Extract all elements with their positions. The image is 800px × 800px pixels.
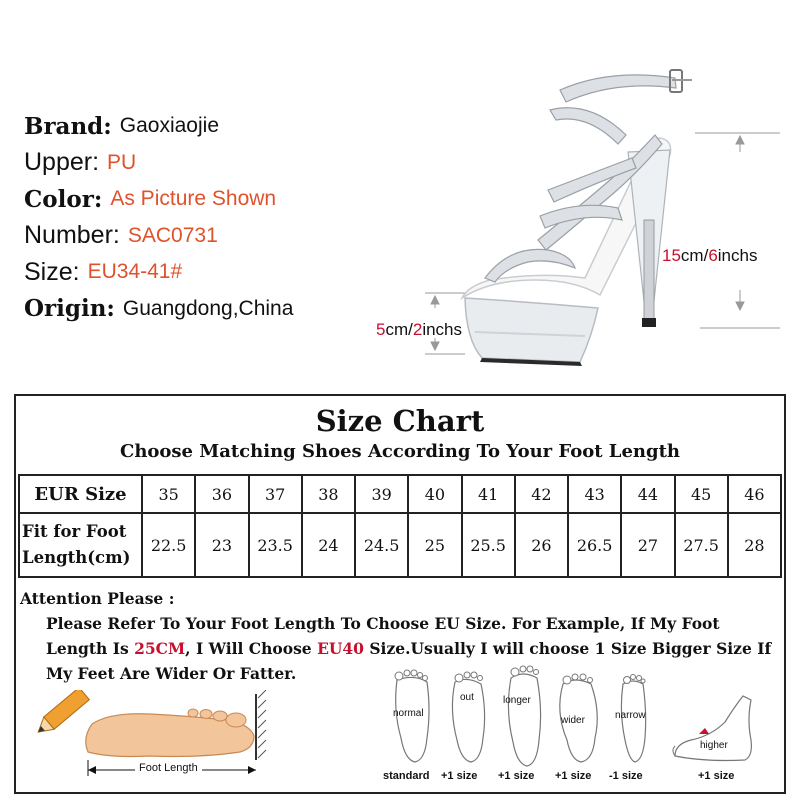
attention-text-3: Size.Usually I will choose 1 Size Bigger Size If My Feet Are Wider Or Fatter.	[46, 639, 772, 683]
eur-size-cell: 39	[355, 475, 408, 513]
foot-type-label: normal	[393, 708, 424, 719]
platform-height-number-inch: 2	[412, 320, 423, 339]
eur-size-cell: 37	[249, 475, 302, 513]
foot-length-cell: 23.5	[249, 513, 302, 577]
spec-number	[24, 218, 364, 255]
eur-size-cell: 42	[515, 475, 568, 513]
platform-height-unit-inch: inchs	[422, 320, 463, 339]
eur-size-cell: 40	[408, 475, 461, 513]
heel-height-label	[662, 246, 757, 266]
eur-size-cell: 38	[302, 475, 355, 513]
foot-type-caption: standard	[383, 770, 430, 782]
foot-length-cell: 26.5	[568, 513, 621, 577]
platform-height-label	[376, 320, 462, 340]
heel-height-unit: cm/	[680, 246, 709, 265]
foot-length-illustration	[30, 690, 280, 785]
foot-length-cell: 28	[728, 513, 781, 577]
spec-label: Number:	[24, 221, 120, 250]
size-table	[18, 474, 782, 578]
foot-length-cell: 22.5	[142, 513, 195, 577]
size-chart-subtitle: Choose Matching Shoes According To Your Foot Length	[120, 441, 680, 462]
eur-size-cell: 44	[621, 475, 674, 513]
spec-value: PU	[107, 150, 137, 174]
foot-length-cell: 23	[195, 513, 248, 577]
platform-height-number: 5	[376, 320, 386, 339]
foot-type-caption: -1 size	[609, 770, 643, 782]
foot-type-label: wider	[561, 715, 585, 726]
foot-outlines-icon	[375, 660, 795, 770]
shoe-product-image	[370, 40, 800, 380]
eur-size-cell: 43	[568, 475, 621, 513]
foot-length-cell: 25	[408, 513, 461, 577]
attention-highlight-eu-size: EU40	[317, 639, 364, 658]
eur-size-cell: 45	[675, 475, 728, 513]
foot-type-caption: +1 size	[555, 770, 592, 782]
foot-length-cell: 25.5	[462, 513, 515, 577]
foot-length-cell: 26	[515, 513, 568, 577]
foot-type-caption: +1 size	[498, 770, 535, 782]
spec-label: Color:	[24, 185, 103, 213]
foot-type-label: narrow	[615, 710, 646, 721]
spec-brand	[24, 108, 364, 145]
eur-size-cell: 41	[462, 475, 515, 513]
attention-heading: Attention Please :	[20, 589, 175, 608]
spec-label: Upper:	[24, 148, 100, 177]
foot-length-cell: 27.5	[675, 513, 728, 577]
foot-type-label: longer	[503, 695, 531, 706]
spec-label: Origin:	[24, 295, 115, 323]
spec-value: SAC0731	[127, 223, 218, 247]
heel-height-unit-inch: inchs	[717, 246, 758, 265]
spec-label: Brand:	[24, 112, 112, 140]
spec-label: Size:	[24, 257, 80, 286]
foot-length-cell: 24	[302, 513, 355, 577]
foot-length-header-line2: Length(cm)	[22, 548, 131, 567]
eur-size-header: EUR Size	[19, 475, 142, 513]
heel-height-number-inch: 6	[708, 246, 718, 265]
eur-size-cell: 35	[142, 475, 195, 513]
foot-type-caption: +1 size	[441, 770, 478, 782]
spec-upper	[24, 145, 364, 182]
foot-length-row	[19, 513, 781, 577]
attention-text-2: , I Will Choose	[185, 639, 318, 658]
size-chart-title: Size Chart	[315, 404, 485, 438]
foot-length-header-line1: Fit for Foot	[22, 522, 127, 542]
foot-type-label: out	[460, 692, 474, 703]
platform-height-unit: cm/	[385, 320, 413, 339]
foot-length-header	[19, 513, 142, 577]
spec-value: As Picture Shown	[110, 187, 277, 211]
attention-highlight-foot-length: 25CM	[134, 639, 186, 658]
spec-value: Guangdong,China	[122, 296, 294, 320]
foot-type-label: higher	[700, 740, 728, 751]
spec-size	[24, 254, 364, 291]
foot-length-cell: 27	[621, 513, 674, 577]
foot-type-caption: +1 size	[698, 770, 735, 782]
spec-color	[24, 181, 364, 218]
spec-value: EU34-41#	[87, 260, 183, 284]
eur-size-cell: 46	[728, 475, 781, 513]
attention-text-1: Please Refer To Your Foot Length To Choose EU Size. For Example, If My Foot Length Is	[46, 614, 720, 658]
eur-size-row	[19, 475, 781, 513]
eur-size-cell: 36	[195, 475, 248, 513]
foot-length-label: Foot Length	[135, 762, 202, 774]
product-spec-list	[24, 108, 364, 327]
spec-origin	[24, 291, 364, 328]
spec-value: Gaoxiaojie	[119, 114, 219, 138]
heel-height-number: 15	[662, 246, 681, 265]
foot-length-cell: 24.5	[355, 513, 408, 577]
